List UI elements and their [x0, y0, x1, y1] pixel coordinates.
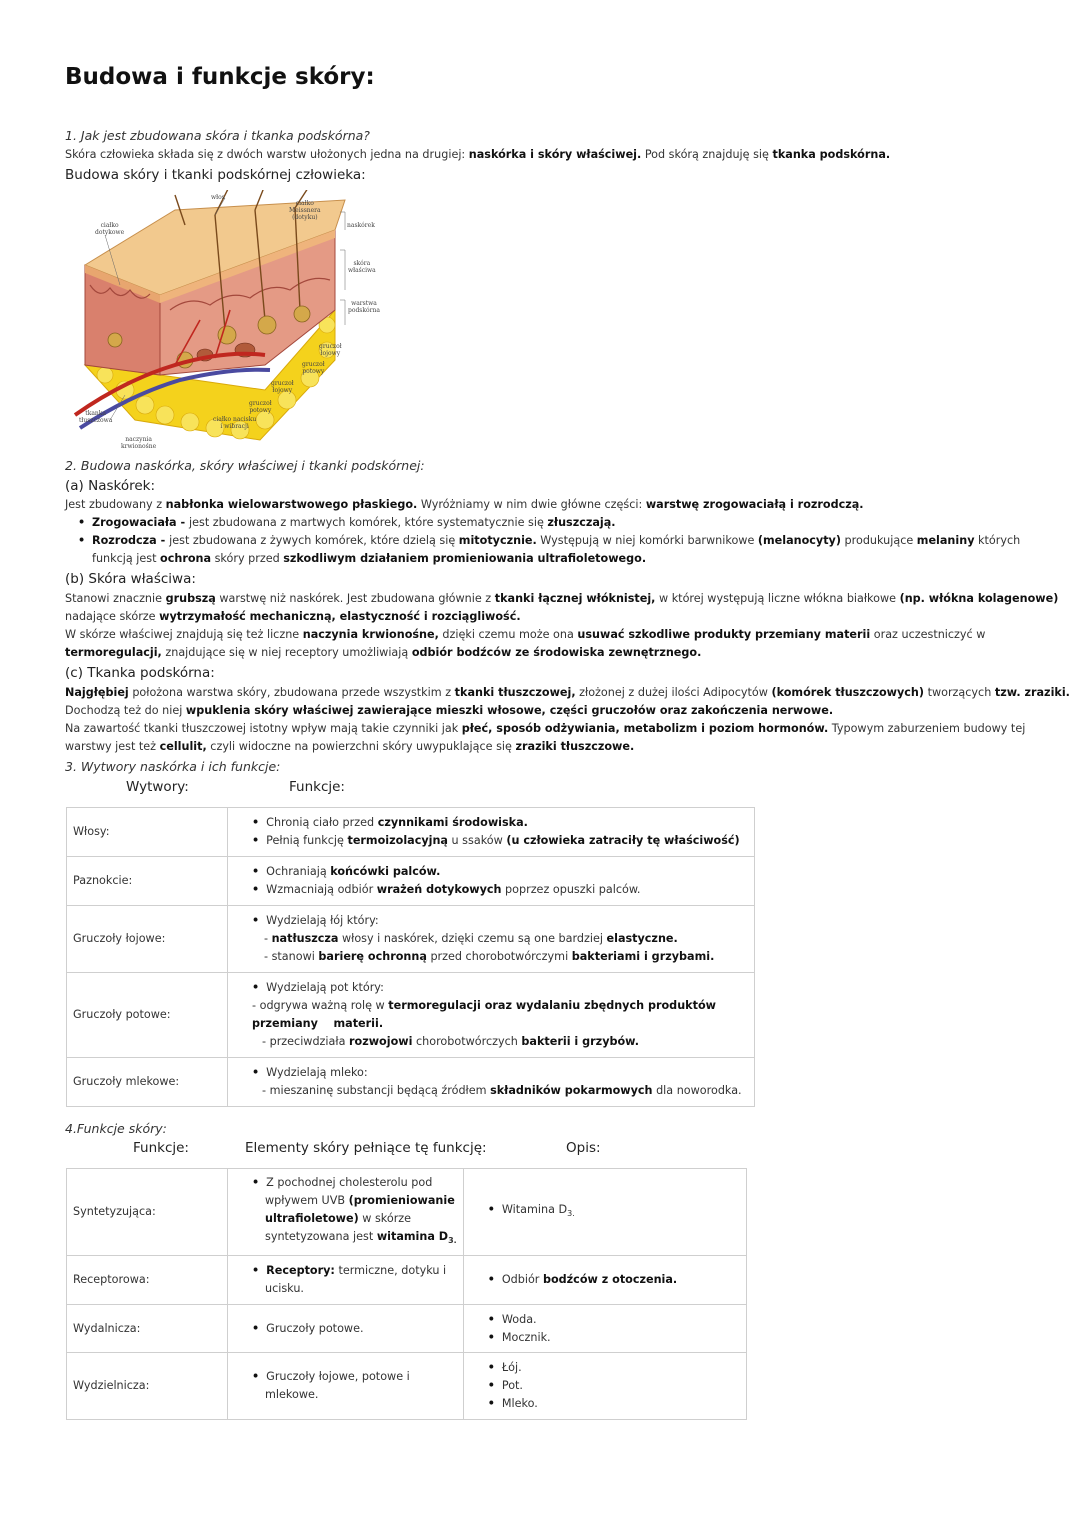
row-name: Gruczoły potowe: [67, 973, 228, 1058]
table-row [67, 1058, 755, 1107]
row-name: Syntetyzująca: [67, 1169, 228, 1256]
table-row [67, 1169, 747, 1256]
question-2: 2. Budowa naskórka, skóry właściwej i tkanki podskórnej: [65, 458, 425, 473]
podskorna-line-2: Dochodzą też do niej wpuklenia skóry właściwej zawierające mieszki włosowe, części gruczołów oraz zakończenia nerwowe. [65, 704, 834, 717]
table-row [67, 1256, 747, 1305]
row-elements: • Gruczoły potowe. [228, 1305, 464, 1353]
row-functions: • Chronią ciało przed czynnikami środowiska. • Pełnią funkcję termoizolacyjną u ssaków (u człowieka zatraciły tę właściwość) [228, 808, 755, 857]
row-name: Gruczoły łojowe: [67, 906, 228, 973]
row-description: • Łój. • Pot. • Mleko. [463, 1353, 746, 1420]
heading-skora-wlasciwa: (b) Skóra właściwa: [65, 571, 196, 587]
label-cialko-dotykowe: ciałko dotykowe [95, 222, 125, 236]
table2-header-opis: Opis: [566, 1140, 601, 1156]
table-funkcje-skory [66, 1168, 747, 1420]
table-row [67, 1305, 747, 1353]
row-name: Wydzielnicza: [67, 1353, 228, 1420]
naskorek-bullet-2: • Rozrodcza - jest zbudowana z żywych komórek, które dzielą się mitotycznie. Występują w niej komórki barwnikowe (melanocyty) produkujące melaniny których [78, 534, 1021, 547]
table-row [67, 808, 755, 857]
label-naskorek: naskórek [347, 222, 375, 229]
naskorek-bullet-2-cont: funkcją jest ochrona skóry przed szkodliwym działaniem promieniowania ultrafioletowego. [92, 552, 647, 565]
table-row [67, 857, 755, 906]
row-functions: • Ochraniają końcówki palców. • Wzmacniają odbiór wrażeń dotykowych poprzez opuszki palców. [228, 857, 755, 906]
skora-line-3: W skórze właściwej znajdują się też liczne naczynia krwionośne, dzięki czemu może ona usuwać szkodliwe produkty przemiany materii oraz uczestniczyć w [65, 628, 986, 641]
question-4: 4.Funkcje skóry: [65, 1121, 167, 1136]
row-description: • Witamina $D_{3.}$ [463, 1169, 746, 1256]
row-name: Włosy: [67, 808, 228, 857]
row-elements: • Gruczoły łojowe, potowe i mlekowe. [228, 1353, 464, 1420]
row-name: Paznokcie: [67, 857, 228, 906]
label-gruczol-potowy-1: gruczoł potowy [302, 361, 325, 375]
table1-header-funkcje: Funkcje: [289, 779, 345, 795]
podskorna-line-3: Na zawartość tkanki tłuszczowej istotny wpływ mają takie czynniki jak płeć, sposób odżywiania, metabolizm i poziom hormonów. Typowym zaburzeniem budowy tej [65, 722, 1026, 735]
label-gruczol-lojowy-1: gruczoł łojowy [319, 343, 342, 357]
row-functions: • Wydzielają łój który: - natłuszcza włosy i naskórek, dzięki czemu są one bardziej elastyczne. - stanowi barierę ochronną przed chorobotwórczymi bakteriami i grzybami. [228, 906, 755, 973]
skora-line-2: nadające skórze wytrzymałość mechaniczną, elastyczność i rozciągliwość. [65, 610, 521, 623]
table-row [67, 906, 755, 973]
label-gruczol-potowy-2: gruczoł potowy [249, 400, 272, 414]
heading-tkanka-podskorna: (c) Tkanka podskórna: [65, 665, 215, 681]
naskorek-bullet-1: • Zrogowaciała - jest zbudowana z martwych komórek, które systematycznie się złuszczają. [78, 516, 616, 529]
table-row [67, 973, 755, 1058]
skora-line-1: Stanowi znacznie grubszą warstwę niż naskórek. Jest zbudowana głównie z tkanki łącznej włóknistej, w której występują liczne włókna białkowe (np. włókna kolagenowe) [65, 592, 1059, 605]
diagram-caption: Budowa skóry i tkanki podskórnej człowieka: [65, 167, 366, 183]
row-name: Receptorowa: [67, 1256, 228, 1305]
label-naczynia: naczynia krwionośne [121, 436, 157, 450]
row-functions: • Wydzielają mleko: - mieszaninę substancji będącą źródłem składników pokarmowych dla noworodka. [228, 1058, 755, 1107]
podskorna-line-1: Najgłębiej położona warstwa skóry, zbudowana przede wszystkim z tkanki tłuszczowej, złożonej z dużej ilości Adipocytów (komórek tłuszczowych) tworzących tzw. zraziki. [65, 686, 1070, 699]
row-description: • Odbiór bodźców z otoczenia. [463, 1256, 746, 1305]
row-elements: • Receptory: termiczne, dotyku i ucisku. [228, 1256, 464, 1305]
table-wytwory [66, 807, 755, 1107]
row-functions: • Wydzielają pot który: - odgrywa ważną rolę w termoregulacji oraz wydalaniu zbędnych produktów przemiany materii. - przeciwdziała rozwojowi chorobotwórczych bakterii i grzybów. [228, 973, 755, 1058]
label-wlos: włos [211, 194, 225, 201]
label-cialko-meissnera: ciałko Meissnera (dotyku) [289, 200, 321, 221]
heading-naskorek: (a) Naskórek: [65, 478, 156, 494]
table1-header-wytwory: Wytwory: [126, 779, 189, 795]
label-skora-wlasciwa: skóra właściwa [348, 260, 376, 274]
label-tkanka-tluszczowa: tkanka tłuszczowa [79, 410, 113, 424]
label-cialko-nacisku: ciałko nacisku i wibracji [213, 416, 257, 430]
table-row [67, 1353, 747, 1420]
label-gruczol-lojowy-2: gruczoł łojowy [271, 380, 294, 394]
row-name: Wydalnicza: [67, 1305, 228, 1353]
table2-header-elementy: Elementy skóry pełniące tę funkcję: [245, 1140, 487, 1156]
page-title: Budowa i funkcje skóry: [65, 64, 375, 90]
skora-line-4: termoregulacji, znajdujące się w niej receptory umożliwiają odbiór bodźców ze środowiska zewnętrznego. [65, 646, 702, 659]
skin-diagram [65, 190, 390, 452]
row-name: Gruczoły mlekowe: [67, 1058, 228, 1107]
row-elements: • Z pochodnej cholesterolu pod wpływem UVB (promieniowanie ultrafioletowe) w skórze syntetyzowana jest witamina $D_{3.}$ [228, 1169, 464, 1256]
label-warstwa-podskorna: warstwa podskórna [348, 300, 380, 314]
naskorek-text: Jest zbudowany z nabłonka wielowarstwowego płaskiego. Wyróżniamy w nim dwie główne części: warstwę zrogowaciałą i rozrodczą. [65, 498, 864, 511]
question-1: 1. Jak jest zbudowana skóra i tkanka podskórna? [65, 128, 370, 143]
table2-header-funkcje: Funkcje: [133, 1140, 189, 1156]
podskorna-line-4: warstwy jest też cellulit, czyli widoczne na powierzchni skóry uwypuklające się zraziki tłuszczowe. [65, 740, 635, 753]
question-3: 3. Wytwory naskórka i ich funkcje: [65, 759, 281, 774]
s1-paragraph: Skóra człowieka składa się z dwóch warstw ułożonych jedna na drugiej: naskórka i skóry właściwej. Pod skórą znajduję się tkanka podskórna. [65, 148, 891, 161]
row-description: • Woda. • Mocznik. [463, 1305, 746, 1353]
